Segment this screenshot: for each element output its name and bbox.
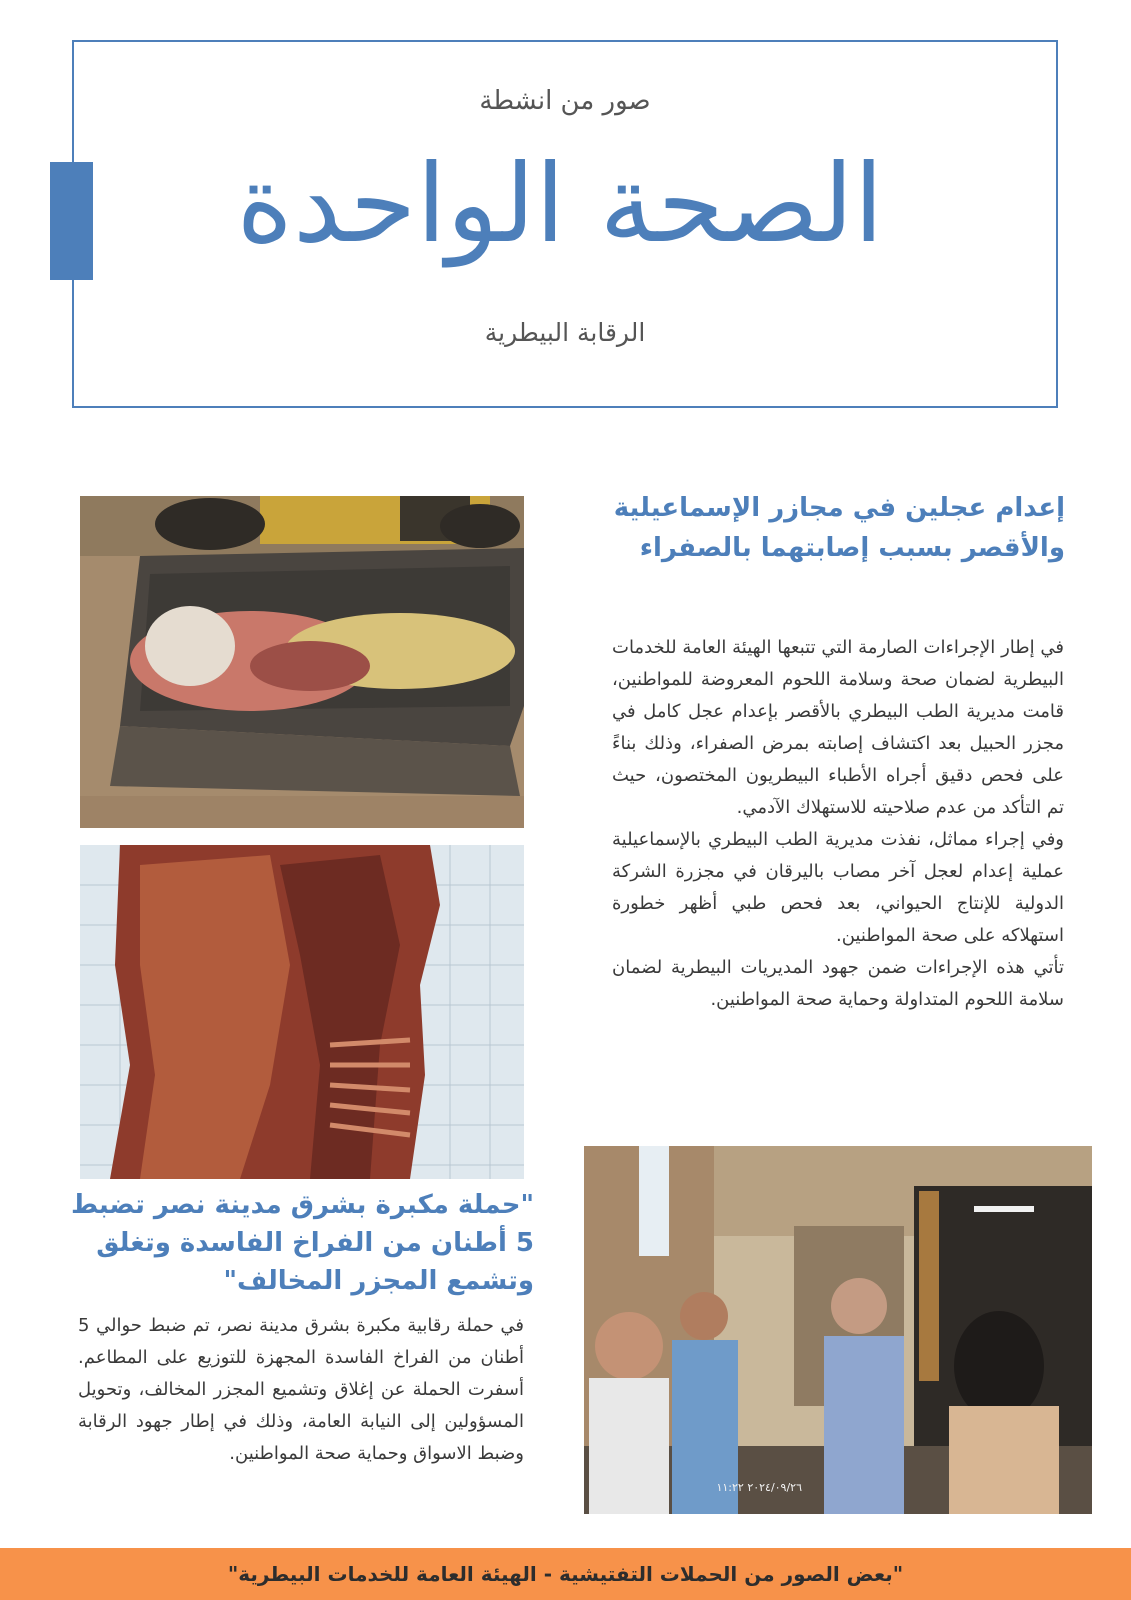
footer-caption: "بعض الصور من الحملات التفتيشية - الهيئة العامة للخدمات البيطرية"	[227, 1562, 904, 1586]
header-accent-bar	[50, 162, 93, 280]
article-1-paragraph: في إطار الإجراءات الصارمة التي تتبعها الهيئة العامة للخدمات البيطرية لضمان صحة وسلامة اللحوم المعروضة للمواطنين، قامت مديرية الطب البيطري بالأقصر بإعدام عجل كامل في مجزر الحبيل بعد اكتشاف إصابته بمرض الصفراء، وذلك بناءً على فحص دقيق أجراه الأطباء البيطريون المختصون، حيث تم التأكد من عدم صلاحيته للاستهلاك الآدمي.	[612, 637, 1064, 818]
article-1-title: إعدام عجلين في مجازر الإسماعيلية والأقصر بسبب إصابتهما بالصفراء	[613, 493, 1065, 563]
photo-inspection-team-street	[584, 1146, 1092, 1514]
article-2-title: "حملة مكبرة بشرق مدينة نصر تضبط 5 أطنان من الفراخ الفاسدة وتغلق وتشمع المجزر المخالف"	[71, 1190, 534, 1296]
article-1-body	[612, 632, 1064, 1016]
photo-timestamp: ٢٠٢٤/٠٩/٢٦ ١١:٢٢	[716, 1481, 802, 1494]
article-1-paragraph: وفي إجراء مماثل، نفذت مديرية الطب البيطري بالإسماعيلية عملية إعدام لعجل آخر مصاب باليرقان في مجزرة الشركة الدولية للإنتاج الحيواني، بعد فحص طبي أظهر خطورة استهلاكه على صحة المواطنين.	[612, 829, 1064, 946]
footer-banner	[0, 1548, 1131, 1600]
header-kicker: صور من انشطة	[479, 86, 651, 116]
header-subtitle: الرقابة البيطرية	[484, 318, 646, 347]
page-title: الصحة الواحدة	[236, 142, 884, 267]
article-1-paragraph: تأتي هذه الإجراءات ضمن جهود المديريات البيطرية لضمان سلامة اللحوم المتداولة وحماية صحة المواطنين.	[612, 957, 1064, 1010]
photo-hanging-carcass	[80, 845, 524, 1179]
article-2-body: في حملة رقابية مكبرة بشرق مدينة نصر، تم ضبط حوالي 5 أطنان من الفراخ الفاسدة المجهزة للتوزيع على المطاعم. أسفرت الحملة عن إغلاق وتشميع المجزر المخالف، وتحويل المسؤولين إلى النيابة العامة، وذلك في إطار جهود الرقابة وضبط الاسواق وحماية صحة المواطنين.	[78, 1315, 524, 1464]
photo-condemned-carcass-bucket	[80, 496, 524, 828]
